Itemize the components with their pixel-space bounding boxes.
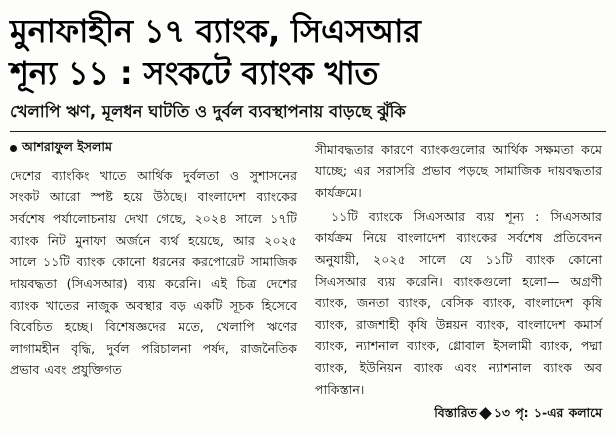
square-bullet-icon (479, 408, 492, 421)
column-left (10, 139, 297, 425)
subheadline: খেলাপি ঋণ, মূলধন ঘাটতি ও দুর্বল ব্যবস্থাপনায় বাড়ছে ঝুঁকি (10, 102, 406, 122)
paragraph: দেশের ব্যাংকিং খাতে আর্থিক দুর্বলতা ও সুশাসনের সংকট আরো স্পষ্ট হয়ে উঠছে। বাংলাদেশ ব্যাংকের সর্বশেষ পর্যালোচনায় দেখা গেছে, ২০২৪ সালে ১৭টি ব্যাংক নিট মুনাফা অর্জনে ব্যর্থ হয়েছে, আর ২০২৫ সালে ১১টি ব্যাংক কোনো ধরনের করপোরেট সামাজিক দায়বদ্ধতা (সিএসআর) ব্যয় করেনি। এই চিত্র দেশের ব্যাংক খাতের নাজুক অবস্থার বড় একটি সূচক হিসেবে বিবেচিত হচ্ছে। বিশেষজ্ঞদের মতে, খেলাপি ঋণের লাগামহীন বৃদ্ধি, দুর্বল পরিচালনা পর্ষদ, রাজনৈতিক প্রভাব এবং প্রযুক্তিগত (10, 167, 297, 378)
paragraph: সীমাবদ্ধতার কারণে ব্যাংকগুলোর আর্থিক সক্ষমতা কমে যাচ্ছে; এর সরাসরি প্রভাব পড়ছে সামাজিক দায়বদ্ধতার কার্যক্রমে। (315, 141, 602, 200)
byline (10, 139, 297, 159)
jump-line[interactable] (315, 402, 602, 424)
article-columns (10, 139, 606, 425)
byline-author: আশরাফুল ইসলাম (22, 138, 112, 154)
jump-reference: ১৩ পৃ: ১-এর কলামে (493, 405, 602, 421)
page-title (10, 10, 606, 94)
column-right (315, 139, 602, 425)
bullet-dot-icon (10, 145, 17, 152)
jump-prefix: বিস্তারিত (434, 405, 477, 421)
header-divider (10, 131, 606, 132)
headline-line-1: মুনাফাহীন ১৭ ব্যাংক, সিএসআর (10, 12, 421, 50)
paragraph: ১১টি ব্যাংকে সিএসআর ব্যয় শূন্য : সিএসআর কার্যক্রম নিয়ে বাংলাদেশ ব্যাংকের সর্বশেষ প্রতিবেদন অনুযায়ী, ২০২৫ সালে যে ১১টি ব্যাংক কোনো সিএসআর ব্যয় করেনি। ব্যাংকগুলো হলো— অগ্রণী ব্যাংক, জনতা ব্যাংক, বেসিক ব্যাংক, বাংলাদেশ কৃষি ব্যাংক, রাজশাহী কৃষি উন্নয়ন ব্যাংক, বাংলাদেশ কমার্স ব্যাংক, ন্যাশনাল ব্যাংক, গ্লোবাল ইসলামী ব্যাংক, পদ্মা ব্যাংক, ইউনিয়ন ব্যাংক এবং ন্যাশনাল ব্যাংক অব পাকিস্তান। (315, 208, 602, 397)
headline-line-2: শূন্য ১১ : সংকটে ব্যাংক খাত (10, 54, 379, 93)
